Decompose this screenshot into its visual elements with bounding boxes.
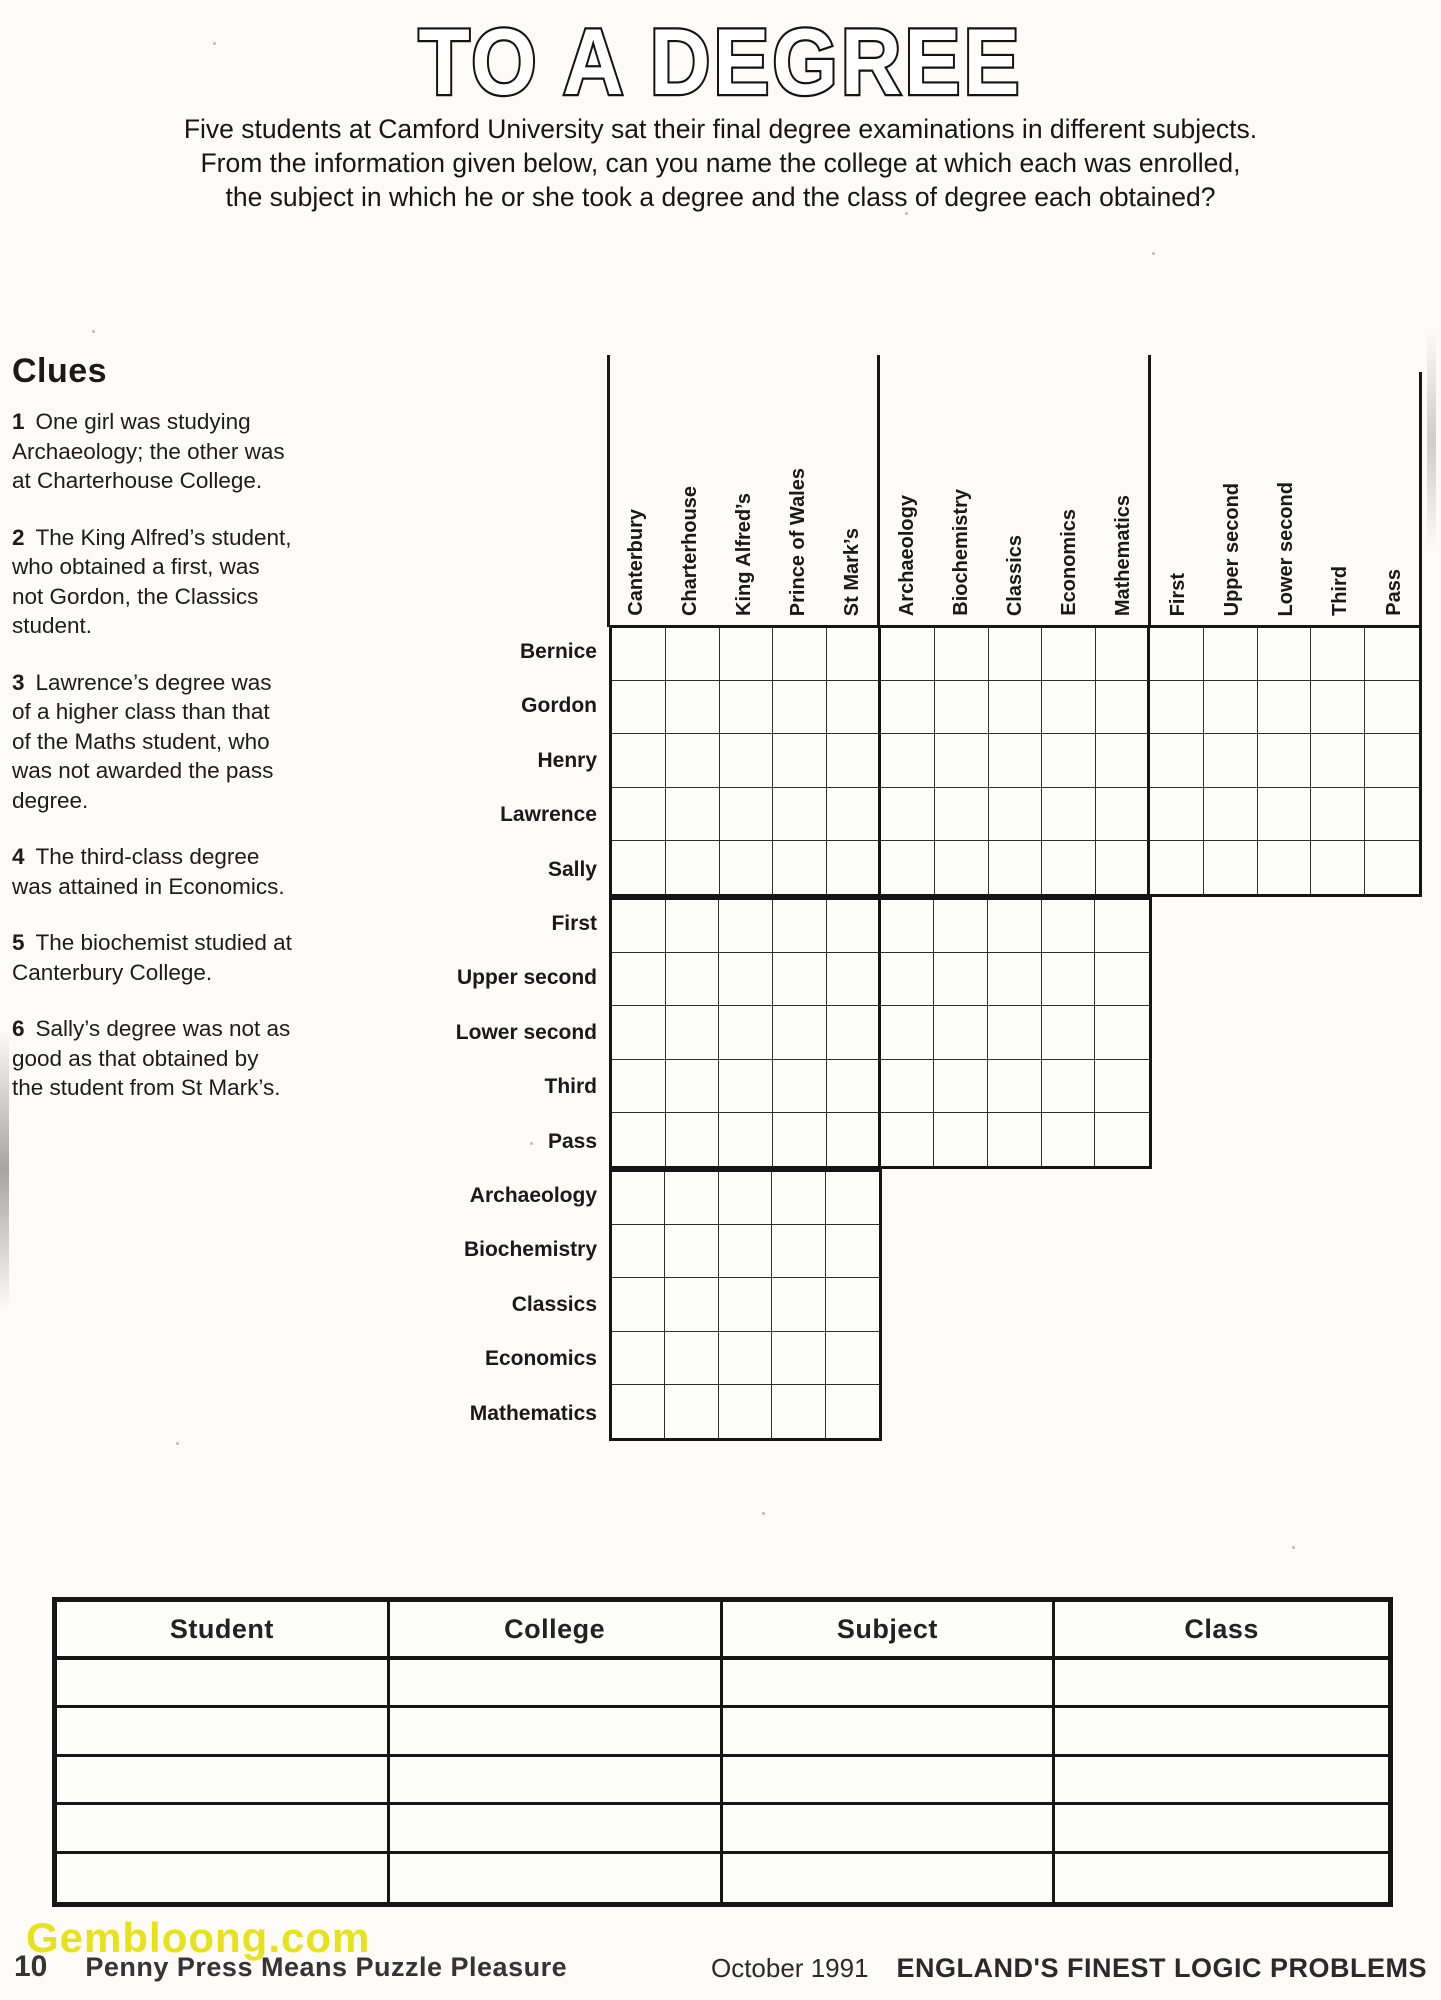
grid-cell[interactable]: [935, 734, 989, 787]
grid-cell[interactable]: [666, 841, 720, 894]
grid-cell[interactable]: [881, 628, 935, 681]
grid-cell[interactable]: [772, 1172, 825, 1225]
grid-cell[interactable]: [666, 1113, 720, 1166]
row-labels-subjects: [0, 1169, 597, 1441]
grid-cell[interactable]: [390, 1854, 723, 1902]
grid-cell[interactable]: [57, 1854, 390, 1902]
row-label: Lawrence: [500, 803, 597, 827]
grid-cell[interactable]: [666, 1006, 720, 1059]
page-title: TO A DEGREE: [418, 9, 1023, 115]
grid-cell[interactable]: [1055, 1660, 1388, 1708]
grid-cell[interactable]: [881, 841, 935, 894]
grid-cell[interactable]: [935, 628, 989, 681]
scan-artifact: [0, 1030, 9, 1310]
column-header-label: Prince of Wales: [787, 467, 810, 616]
grid-cell[interactable]: [390, 1708, 723, 1756]
footer-right: [711, 1953, 1427, 1984]
grid-cell[interactable]: [826, 1278, 879, 1331]
grid-cell[interactable]: [881, 788, 935, 841]
grid-cell[interactable]: [719, 900, 773, 953]
column-header-canterbury: [609, 353, 663, 625]
clue-number: 6: [12, 1016, 25, 1041]
grid-cell[interactable]: [719, 1225, 772, 1278]
grid-cell[interactable]: [720, 681, 774, 734]
grid-cell[interactable]: [881, 953, 935, 1006]
row-label: Third: [544, 1075, 597, 1099]
grid-cell[interactable]: [612, 841, 666, 894]
solution-header-college: College: [390, 1602, 723, 1660]
grid-cell[interactable]: [719, 1385, 772, 1438]
column-header-prince-of-wales: [772, 353, 826, 625]
grid-cell[interactable]: [1365, 681, 1419, 734]
grid-cell[interactable]: [989, 788, 1043, 841]
footer-tagline: Penny Press Means Puzzle Pleasure: [85, 1952, 568, 1982]
grid-cell[interactable]: [612, 1006, 666, 1059]
clue-number: 2: [12, 524, 25, 550]
grid-cell[interactable]: [719, 1006, 773, 1059]
grid-cell[interactable]: [881, 900, 935, 953]
grid-cell[interactable]: [612, 681, 666, 734]
column-header-label: Economics: [1058, 509, 1081, 616]
grid-cell[interactable]: [773, 841, 827, 894]
scan-artifact: [92, 330, 95, 333]
column-header-mathematics: [1097, 353, 1151, 625]
column-header-archaeology: [880, 353, 934, 625]
grid-cell[interactable]: [773, 1113, 827, 1166]
watermark: Gembloong.com: [26, 1914, 371, 1961]
grid-cell[interactable]: [612, 1225, 665, 1278]
grid-cell[interactable]: [1042, 1113, 1096, 1166]
grid-cell[interactable]: [1311, 788, 1365, 841]
grid-cell[interactable]: [720, 841, 774, 894]
scan-artifact: [1152, 252, 1155, 255]
grid-column-headers: [609, 353, 1422, 625]
grid-cell[interactable]: [1204, 788, 1258, 841]
grid-cell[interactable]: [1095, 900, 1149, 953]
grid-cell[interactable]: [772, 1225, 825, 1278]
row-label: Pass: [547, 1129, 597, 1153]
grid-cell[interactable]: [666, 788, 720, 841]
row-labels-classes: [0, 897, 597, 1169]
row-label: Sally: [547, 857, 597, 881]
grid-cell[interactable]: [826, 1225, 879, 1278]
grid-cell[interactable]: [666, 681, 720, 734]
grid-cell[interactable]: [720, 788, 774, 841]
grid-cell[interactable]: [1055, 1757, 1388, 1805]
grid-block-subjects: [609, 1169, 882, 1441]
grid-cell[interactable]: [666, 900, 720, 953]
column-header-economics: [1043, 353, 1097, 625]
grid-cell[interactable]: [1365, 841, 1419, 894]
grid-cell[interactable]: [390, 1805, 723, 1853]
row-label: Mathematics: [469, 1401, 597, 1425]
column-header-charterhouse: [663, 353, 717, 625]
grid-cell[interactable]: [773, 734, 827, 787]
grid-cell[interactable]: [1096, 841, 1150, 894]
grid-cell[interactable]: [612, 900, 666, 953]
column-header-pass: [1368, 353, 1422, 625]
grid-cell[interactable]: [1150, 734, 1204, 787]
grid-cell[interactable]: [989, 681, 1043, 734]
column-header-label: Pass: [1383, 569, 1406, 616]
grid-cell[interactable]: [1042, 681, 1096, 734]
grid-cell[interactable]: [719, 953, 773, 1006]
column-header-label: Mathematics: [1112, 494, 1135, 616]
grid-cell[interactable]: [1095, 1060, 1149, 1113]
grid-cell[interactable]: [1096, 788, 1150, 841]
clue-text: The King Alfred’s student, who obtained a first, was not Gordon, the Classics student.: [12, 524, 292, 638]
grid-cell[interactable]: [773, 788, 827, 841]
grid-cell[interactable]: [827, 841, 881, 894]
grid-cell[interactable]: [827, 628, 881, 681]
grid-cell[interactable]: [988, 953, 1042, 1006]
grid-cell[interactable]: [665, 1385, 718, 1438]
scan-artifact: [905, 212, 908, 215]
grid-cell[interactable]: [1055, 1708, 1388, 1756]
grid-cell[interactable]: [57, 1708, 390, 1756]
clue-item: [12, 407, 294, 496]
grid-cell[interactable]: [1204, 681, 1258, 734]
clue-text: The biochemist studied at Canterbury College.: [12, 930, 292, 985]
grid-cell[interactable]: [1096, 628, 1150, 681]
clue-number: 3: [12, 669, 25, 695]
grid-cell[interactable]: [665, 1225, 718, 1278]
grid-cell[interactable]: [773, 1060, 827, 1113]
grid-cell[interactable]: [935, 841, 989, 894]
grid-cell[interactable]: [827, 788, 881, 841]
grid-cell[interactable]: [1311, 841, 1365, 894]
grid-cell[interactable]: [719, 1113, 773, 1166]
clue-text: The third-class degree was attained in Economics.: [12, 844, 285, 899]
grid-cell[interactable]: [666, 734, 720, 787]
column-header-first: [1151, 353, 1205, 625]
clue-text: One girl was studying Archaeology; the other was at Charterhouse College.: [12, 409, 285, 493]
grid-cell[interactable]: [719, 1172, 772, 1225]
grid-cell[interactable]: [1311, 681, 1365, 734]
grid-cell[interactable]: [390, 1757, 723, 1805]
grid-cell[interactable]: [772, 1278, 825, 1331]
grid-cell[interactable]: [612, 1278, 665, 1331]
clues-heading: Clues: [12, 352, 108, 390]
grid-cell[interactable]: [1095, 953, 1149, 1006]
scan-artifact: [176, 1442, 179, 1445]
grid-cell[interactable]: [989, 628, 1043, 681]
grid-cell[interactable]: [1204, 841, 1258, 894]
grid-cell[interactable]: [826, 1172, 879, 1225]
scan-artifact: [762, 1512, 765, 1515]
intro-line: Five students at Camford University sat their final degree examinations in different subjects.: [183, 114, 1258, 144]
grid-cell[interactable]: [719, 1060, 773, 1113]
grid-cell[interactable]: [1258, 841, 1312, 894]
row-label: Henry: [537, 748, 597, 772]
grid-cell[interactable]: [1096, 734, 1150, 787]
row-label: Classics: [511, 1292, 597, 1316]
grid-cell[interactable]: [1311, 628, 1365, 681]
grid-cell[interactable]: [1258, 734, 1312, 787]
publication-title: ENGLAND'S FINEST LOGIC PROBLEMS: [896, 1953, 1427, 1983]
grid-cell[interactable]: [57, 1805, 390, 1853]
grid-cell[interactable]: [612, 734, 666, 787]
grid-cell[interactable]: [723, 1805, 1056, 1853]
grid-cell[interactable]: [935, 788, 989, 841]
column-header-label: Biochemistry: [949, 489, 972, 616]
grid-cell[interactable]: [665, 1172, 718, 1225]
grid-cell[interactable]: [934, 953, 988, 1006]
grid-cell[interactable]: [934, 1060, 988, 1113]
grid-cell[interactable]: [719, 1278, 772, 1331]
scan-artifact: [530, 1142, 533, 1145]
grid-cell[interactable]: [881, 734, 935, 787]
row-labels-students: [0, 625, 597, 897]
grid-cell[interactable]: [1055, 1805, 1388, 1853]
clue-number: 5: [12, 930, 25, 955]
row-label: Economics: [484, 1347, 597, 1371]
grid-cell[interactable]: [827, 1006, 881, 1059]
grid-cell[interactable]: [1150, 788, 1204, 841]
column-header-label: Lower second: [1275, 481, 1298, 616]
grid-cell[interactable]: [773, 1006, 827, 1059]
grid-cell[interactable]: [723, 1660, 1056, 1708]
grid-cell[interactable]: [720, 628, 774, 681]
grid-cell[interactable]: [1365, 628, 1419, 681]
grid-cell[interactable]: [988, 900, 1042, 953]
grid-cell[interactable]: [1204, 628, 1258, 681]
grid-cell[interactable]: [1150, 681, 1204, 734]
grid-line: [607, 355, 610, 627]
column-header-upper-second: [1205, 353, 1259, 625]
column-header-label: Classics: [1004, 534, 1027, 616]
grid-cell[interactable]: [1042, 788, 1096, 841]
grid-cell[interactable]: [826, 1385, 879, 1438]
solution-header-class: Class: [1055, 1602, 1388, 1660]
column-header-lower-second: [1259, 353, 1313, 625]
grid-cell[interactable]: [723, 1757, 1056, 1805]
grid-cell[interactable]: [773, 953, 827, 1006]
grid-cell[interactable]: [773, 681, 827, 734]
grid-cell[interactable]: [1042, 953, 1096, 1006]
grid-cell[interactable]: [1042, 734, 1096, 787]
grid-cell[interactable]: [57, 1660, 390, 1708]
column-header-label: Canterbury: [624, 509, 647, 616]
grid-line: [877, 355, 880, 627]
grid-cell[interactable]: [612, 1113, 666, 1166]
row-label: Bernice: [519, 640, 597, 663]
grid-cell[interactable]: [934, 1006, 988, 1059]
row-label: First: [551, 912, 597, 935]
row-label: Archaeology: [469, 1184, 597, 1207]
column-header-third: [1314, 353, 1368, 625]
grid-cell[interactable]: [827, 734, 881, 787]
row-label: Biochemistry: [463, 1238, 597, 1262]
scan-artifact: [1427, 330, 1436, 550]
grid-cell[interactable]: [612, 1332, 665, 1385]
grid-cell[interactable]: [1042, 841, 1096, 894]
grid-cell[interactable]: [827, 900, 881, 953]
column-header-biochemistry: [934, 353, 988, 625]
grid-line: [1148, 355, 1151, 627]
clue-number: 1: [12, 409, 25, 434]
grid-cell[interactable]: [827, 1060, 881, 1113]
grid-cell[interactable]: [612, 1385, 665, 1438]
row-label: Upper second: [456, 966, 597, 990]
footer-left: [14, 1950, 567, 1984]
grid-cell[interactable]: [934, 1113, 988, 1166]
column-header-st-marks: [826, 353, 880, 625]
grid-cell[interactable]: [881, 1006, 935, 1059]
grid-cell[interactable]: [1258, 628, 1312, 681]
grid-cell[interactable]: [1150, 841, 1204, 894]
grid-cell[interactable]: [1258, 788, 1312, 841]
grid-cell[interactable]: [988, 1113, 1042, 1166]
grid-cell[interactable]: [57, 1757, 390, 1805]
grid-cell[interactable]: [935, 681, 989, 734]
row-label: Gordon: [521, 694, 597, 718]
column-header-king-alfreds: [717, 353, 771, 625]
grid-cell[interactable]: [1042, 1060, 1096, 1113]
grid-cell[interactable]: [772, 1385, 825, 1438]
row-label: Lower second: [455, 1020, 597, 1044]
grid-cell[interactable]: [773, 900, 827, 953]
column-header-label: St Mark’s: [841, 527, 864, 616]
grid-cell[interactable]: [827, 681, 881, 734]
issue-date: October 1991: [710, 1953, 869, 1983]
grid-cell[interactable]: [1150, 628, 1204, 681]
intro-line: From the information given below, can you name the college at which each was enrolled,: [200, 148, 1241, 178]
grid-cell[interactable]: [1365, 734, 1419, 787]
grid-cell[interactable]: [390, 1660, 723, 1708]
solution-table: [52, 1597, 1393, 1907]
column-header-classics: [988, 353, 1042, 625]
grid-cell[interactable]: [612, 953, 666, 1006]
column-header-label: Archaeology: [895, 494, 918, 616]
grid-cell[interactable]: [1365, 788, 1419, 841]
intro-line: the subject in which he or she took a degree and the class of degree each obtained?: [225, 182, 1216, 212]
grid-cell[interactable]: [665, 1278, 718, 1331]
grid-cell[interactable]: [881, 1113, 935, 1166]
grid-cell[interactable]: [881, 681, 935, 734]
clue-text: Sally’s degree was not as good as that obtained by the student from St Mark’s.: [12, 1016, 291, 1100]
grid-cell[interactable]: [773, 628, 827, 681]
grid-cell[interactable]: [1055, 1854, 1388, 1902]
grid-cell[interactable]: [1042, 900, 1096, 953]
grid-cell[interactable]: [934, 900, 988, 953]
grid-cell[interactable]: [826, 1332, 879, 1385]
grid-cell[interactable]: [612, 1172, 665, 1225]
column-header-label: Upper second: [1220, 482, 1243, 616]
clue-text: Lawrence’s degree was of a higher class than that of the Maths student, who was not awarded the pass degree.: [12, 669, 274, 813]
grid-cell[interactable]: [1042, 1006, 1096, 1059]
column-header-label: Charterhouse: [678, 485, 701, 616]
grid-cell[interactable]: [988, 1006, 1042, 1059]
column-header-label: First: [1166, 572, 1189, 616]
grid-block-classes: [609, 897, 1152, 1169]
scan-artifact: [1292, 1546, 1295, 1549]
grid-cell[interactable]: [723, 1708, 1056, 1756]
clue-number: 4: [12, 844, 25, 869]
column-header-label: Third: [1329, 566, 1352, 616]
grid-cell[interactable]: [1311, 734, 1365, 787]
solution-header-student: Student: [57, 1602, 390, 1660]
solution-header-subject: Subject: [723, 1602, 1056, 1660]
intro-paragraph: [0, 112, 1441, 214]
grid-cell[interactable]: [988, 1060, 1042, 1113]
grid-line: [1419, 372, 1422, 627]
clue-item: [12, 523, 294, 641]
grid-cell[interactable]: [612, 788, 666, 841]
grid-cell[interactable]: [723, 1854, 1056, 1902]
grid-block-students: [609, 625, 1422, 897]
grid-cell[interactable]: [1042, 628, 1096, 681]
scan-artifact: [213, 42, 216, 45]
grid-cell[interactable]: [827, 1113, 881, 1166]
grid-cell[interactable]: [666, 953, 720, 1006]
grid-cell[interactable]: [612, 628, 666, 681]
column-header-label: King Alfred’s: [733, 493, 755, 616]
grid-cell[interactable]: [612, 1060, 666, 1113]
page-number: 10: [14, 1950, 48, 1983]
grid-cell[interactable]: [989, 734, 1043, 787]
grid-cell[interactable]: [1096, 681, 1150, 734]
grid-cell[interactable]: [666, 1060, 720, 1113]
grid-cell[interactable]: [1258, 681, 1312, 734]
grid-cell[interactable]: [1095, 1006, 1149, 1059]
grid-cell[interactable]: [666, 628, 720, 681]
grid-cell[interactable]: [665, 1332, 718, 1385]
grid-cell[interactable]: [827, 953, 881, 1006]
grid-cell[interactable]: [772, 1332, 825, 1385]
grid-cell[interactable]: [1095, 1113, 1149, 1166]
grid-cell[interactable]: [881, 1060, 935, 1113]
grid-cell[interactable]: [719, 1332, 772, 1385]
grid-cell[interactable]: [989, 841, 1043, 894]
grid-cell[interactable]: [720, 734, 774, 787]
grid-cell[interactable]: [1204, 734, 1258, 787]
